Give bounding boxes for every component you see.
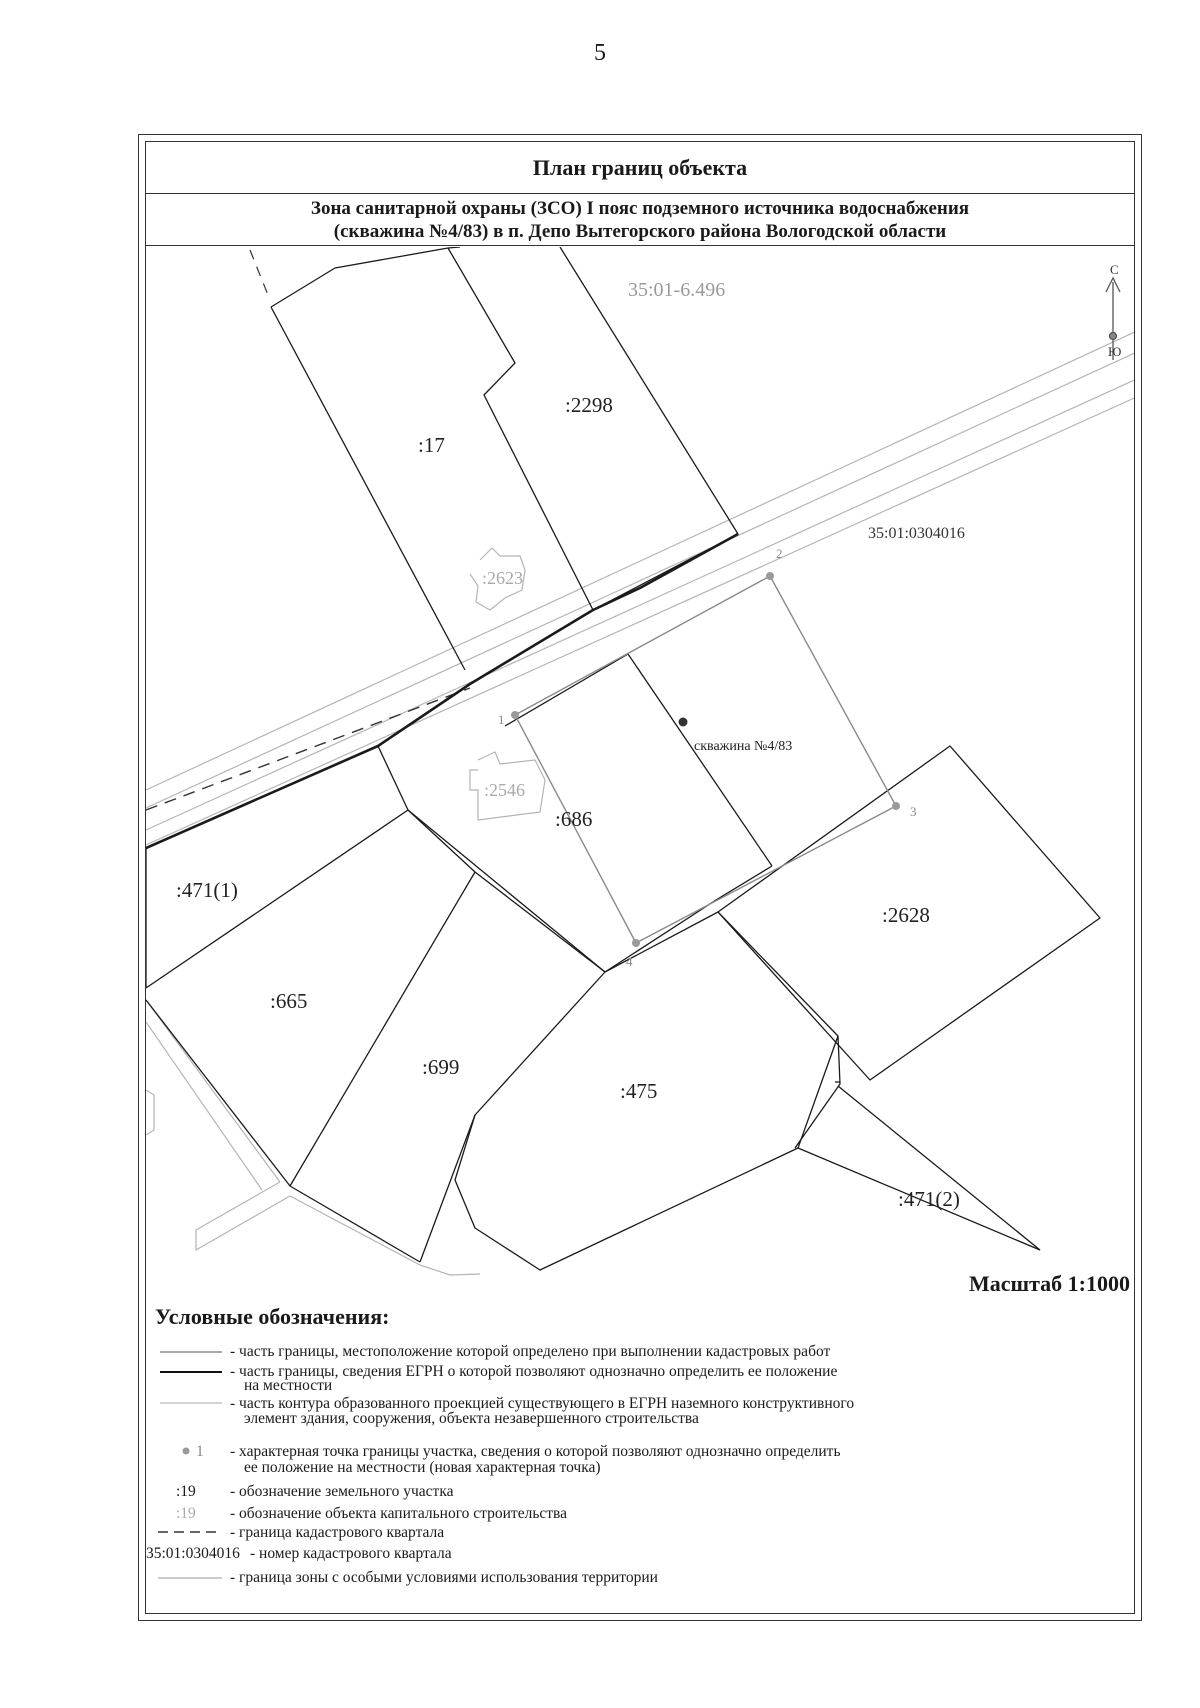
parcel-boundaries — [146, 247, 1100, 1270]
point-label-4: 4 — [626, 954, 633, 969]
legend-item-2-line-2: на местности — [244, 1377, 333, 1394]
boundary-points — [511, 572, 900, 947]
building-label-2623: :2623 — [482, 568, 524, 588]
parcel-label-471-1: :471(1) — [176, 878, 238, 902]
quarter-boundary — [146, 688, 470, 810]
legend-item-5-text: - обозначение земельного участка — [230, 1483, 454, 1500]
parcel-label-475: :475 — [620, 1079, 658, 1103]
page-number: 5 — [594, 40, 606, 66]
legend-item-4-symbol: 1 — [196, 1443, 204, 1460]
plan-title: План границ объекта — [145, 141, 1135, 194]
compass-north-label: С — [1110, 262, 1119, 277]
legend-item-1: - часть границы, местоположение которой определено при выполнении кадастровых работ — [230, 1343, 831, 1360]
legend-item-4-line-2: ее положение на местности (новая характерная точка) — [244, 1459, 601, 1476]
legend-item-9-text: - граница зоны с особыми условиями использования территории — [230, 1569, 658, 1586]
road-lines — [146, 324, 1152, 1275]
well-label: скважина №4/83 — [694, 739, 793, 754]
quarter-label-main: 35:01:0304016 — [868, 525, 965, 542]
parcel-label-2298: :2298 — [565, 393, 613, 417]
legend-item-8-symbol: 35:01:0304016 — [146, 1545, 240, 1562]
legend-item-3-line-2: элемент здания, сооружения, объекта незавершенного строительства — [244, 1410, 699, 1427]
parcel-label-699: :699 — [422, 1055, 460, 1079]
parcel-label-2628: :2628 — [882, 903, 930, 927]
compass-south-label: Ю — [1108, 344, 1122, 359]
legend-title: Условные обозначения: — [155, 1304, 390, 1329]
point-label-1: 1 — [498, 712, 505, 727]
parcel-label-686: :686 — [555, 807, 593, 831]
point-label-2: 2 — [776, 546, 783, 561]
parcel-label-17: :17 — [418, 433, 445, 457]
legend-item-2-line-1: - часть границы, сведения ЕГРН о которой позволяют однозначно определить ее положение — [230, 1363, 838, 1380]
legend-item-4-line-1: - характерная точка границы участка, сведения о которой позволяют однозначно определить — [230, 1443, 841, 1460]
parcel-label-665: :665 — [270, 989, 308, 1013]
zso-zone-boundary — [515, 576, 896, 943]
legend-item-7-text: - граница кадастрового квартала — [230, 1524, 445, 1541]
subtitle-line-1: Зона санитарной охраны (ЗСО) I пояс подземного источника водоснабжения — [310, 198, 970, 219]
legend-item-8-text: - номер кадастрового квартала — [250, 1545, 452, 1562]
subtitle-line-2: (скважина №4/83) в п. Депо Вытегорского района Вологодской области — [333, 221, 947, 242]
legend-item-6-text: - обозначение объекта капитального строительства — [230, 1505, 568, 1522]
parcel-label-471-2: :471(2) — [898, 1187, 960, 1211]
legend-item-6-symbol: :19 — [176, 1505, 196, 1522]
quarter-label-north: 35:01-6.496 — [628, 279, 726, 301]
building-label-2546: :2546 — [484, 780, 526, 800]
well-marker — [679, 718, 688, 727]
legend-item-3-line-1: - часть контура образованного проекцией существующего в ЕГРН наземного конструктивного — [230, 1395, 855, 1412]
scale-label: Масштаб 1:1000 — [968, 1271, 1130, 1296]
legend-item-5-symbol: :19 — [176, 1483, 196, 1500]
point-label-3: 3 — [910, 804, 917, 819]
